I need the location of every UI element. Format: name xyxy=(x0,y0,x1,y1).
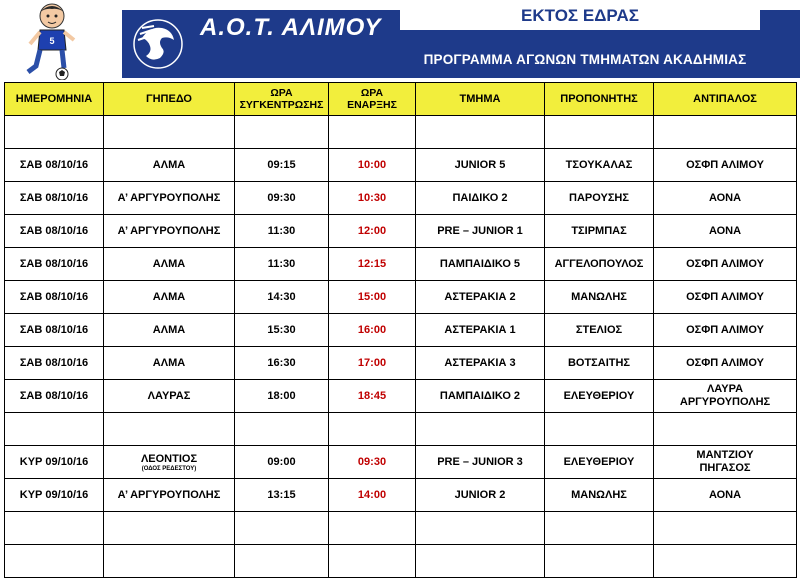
opponent-cell: ΑΟΝΑ xyxy=(654,215,797,248)
opponent-cell: ΟΣΦΠ ΑΛΙΜΟΥ xyxy=(654,347,797,380)
gather-time-cell: 09:15 xyxy=(235,149,329,182)
table-row xyxy=(5,182,797,215)
page-header xyxy=(0,0,800,80)
gather-time-cell: 14:30 xyxy=(235,281,329,314)
date-cell: ΣΑΒ 08/10/16 xyxy=(5,215,104,248)
gather-time-cell: 09:30 xyxy=(235,182,329,215)
gather-header-line1: ΩΡΑ xyxy=(270,87,293,99)
date-cell: ΣΑΒ 08/10/16 xyxy=(5,182,104,215)
start-header-line2: ΕΝΑΡΞΗΣ xyxy=(347,99,397,111)
date-cell: ΣΑΒ 08/10/16 xyxy=(5,380,104,413)
gather-time-cell: 15:30 xyxy=(235,314,329,347)
start-time-cell: 09:30 xyxy=(329,446,416,479)
opponent-cell xyxy=(654,446,797,479)
team-cell: ΠΑΜΠΑΙΔΙΚΟ 5 xyxy=(416,248,545,281)
start-time-cell: 12:15 xyxy=(329,248,416,281)
table-row xyxy=(5,215,797,248)
team-cell: JUNIOR 2 xyxy=(416,479,545,512)
team-cell: ΑΣΤΕΡΑΚΙΑ 3 xyxy=(416,347,545,380)
table-row xyxy=(5,347,797,380)
coach-cell: ΤΣΟΥΚΑΛΑΣ xyxy=(545,149,654,182)
start-time-cell: 17:00 xyxy=(329,347,416,380)
table-row xyxy=(5,479,797,512)
column-header-gather-time xyxy=(235,83,329,116)
team-cell: ΠΑΙΔΙΚΟ 2 xyxy=(416,182,545,215)
opponent-cell: ΑΟΝΑ xyxy=(654,182,797,215)
schedule-subtitle: ΠΡΟΓΡΑΜΜΑ ΑΓΩΝΩΝ ΤΜΗΜΑΤΩΝ ΑΚΑΔΗΜΙΑΣ xyxy=(423,52,747,67)
gather-time-cell: 16:30 xyxy=(235,347,329,380)
opponent-cell: ΟΣΦΠ ΑΛΙΜΟΥ xyxy=(654,248,797,281)
venue-cell xyxy=(104,446,235,479)
opponent-cell: ΟΣΦΠ ΑΛΙΜΟΥ xyxy=(654,149,797,182)
start-time-cell: 14:00 xyxy=(329,479,416,512)
table-row xyxy=(5,149,797,182)
venue-cell: ΑΛΜΑ xyxy=(104,281,235,314)
opponent-line2: ΠΗΓΑΣΟΣ xyxy=(699,462,751,474)
date-cell: ΣΑΒ 08/10/16 xyxy=(5,281,104,314)
venue-note: (ΟΔΟΣ ΡΕΔΕΣΤΟΥ) xyxy=(141,465,197,472)
column-header-venue: ΓΗΠΕΔΟ xyxy=(104,83,235,116)
gather-time-cell: 13:15 xyxy=(235,479,329,512)
opponent-line1: ΜΑΝΤΖΙΟΥ xyxy=(696,449,754,461)
coach-cell: ΣΤΕΛΙΟΣ xyxy=(545,314,654,347)
column-header-team: ΤΜΗΜΑ xyxy=(416,83,545,116)
team-cell: JUNIOR 5 xyxy=(416,149,545,182)
venue-cell: ΛΑΥΡΑΣ xyxy=(104,380,235,413)
venue-name: ΛΕΟΝΤΙΟΣ xyxy=(140,452,198,465)
column-header-start-time xyxy=(329,83,416,116)
coach-cell: ΒΟΤΣΑΙΤΗΣ xyxy=(545,347,654,380)
start-time-cell: 12:00 xyxy=(329,215,416,248)
venue-cell: Α’ ΑΡΓΥΡΟΥΠΟΛΗΣ xyxy=(104,479,235,512)
start-time-cell: 16:00 xyxy=(329,314,416,347)
venue-cell: ΑΛΜΑ xyxy=(104,314,235,347)
coach-cell: ΑΓΓΕΛΟΠΟΥΛΟΣ xyxy=(545,248,654,281)
gather-time-cell: 09:00 xyxy=(235,446,329,479)
gather-time-cell: 11:30 xyxy=(235,215,329,248)
opponent-cell: ΟΣΦΠ ΑΛΙΜΟΥ xyxy=(654,281,797,314)
gather-header-line2: ΣΥΓΚΕΝΤΡΩΣΗΣ xyxy=(239,99,324,111)
opponent-line1: ΛΑΥΡΑ xyxy=(706,383,744,395)
opponent-line2: ΑΡΓΥΡΟΥΠΟΛΗΣ xyxy=(679,396,771,408)
column-header-opponent: ΑΝΤΙΠΑΛΟΣ xyxy=(654,83,797,116)
opponent-cell: ΑΟΝΑ xyxy=(654,479,797,512)
coach-cell: ΕΛΕΥΘΕΡΙΟΥ xyxy=(545,380,654,413)
away-label: ΕΚΤΟΣ ΕΔΡΑΣ xyxy=(521,6,639,25)
venue-cell: ΑΛΜΑ xyxy=(104,248,235,281)
start-time-cell: 18:45 xyxy=(329,380,416,413)
date-cell: ΣΑΒ 08/10/16 xyxy=(5,347,104,380)
opponent-cell xyxy=(654,380,797,413)
date-cell: ΚΥΡ 09/10/16 xyxy=(5,446,104,479)
column-header-date: ΗΜΕΡΟΜΗΝΙΑ xyxy=(5,83,104,116)
date-cell: ΣΑΒ 08/10/16 xyxy=(5,149,104,182)
start-time-cell: 10:30 xyxy=(329,182,416,215)
table-row xyxy=(5,380,797,413)
coach-cell: ΠΑΡΟΥΣΗΣ xyxy=(545,182,654,215)
venue-cell: ΑΛΜΑ xyxy=(104,347,235,380)
table-row xyxy=(5,248,797,281)
gather-time-cell: 18:00 xyxy=(235,380,329,413)
start-time-cell: 10:00 xyxy=(329,149,416,182)
venue-cell: Α’ ΑΡΓΥΡΟΥΠΟΛΗΣ xyxy=(104,182,235,215)
club-title: Α.Ο.Τ. ΑΛΙΜΟΥ xyxy=(200,14,382,41)
gather-time-cell: 11:30 xyxy=(235,248,329,281)
table-row xyxy=(5,314,797,347)
start-time-cell: 15:00 xyxy=(329,281,416,314)
header-spacer-row xyxy=(5,116,797,149)
start-header-line1: ΩΡΑ xyxy=(360,87,384,99)
team-cell: PRE – JUNIOR 3 xyxy=(416,446,545,479)
team-cell: ΑΣΤΕΡΑΚΙΑ 1 xyxy=(416,314,545,347)
venue-cell: ΑΛΜΑ xyxy=(104,149,235,182)
team-cell: ΠΑΜΠΑΙΔΙΚΟ 2 xyxy=(416,380,545,413)
schedule-table xyxy=(4,82,797,578)
empty-row xyxy=(5,545,797,578)
away-label-box xyxy=(400,0,760,30)
empty-row xyxy=(5,512,797,545)
date-cell: ΣΑΒ 08/10/16 xyxy=(5,314,104,347)
hermes-head-icon xyxy=(132,18,184,70)
opponent-cell: ΟΣΦΠ ΑΛΙΜΟΥ xyxy=(654,314,797,347)
date-cell: ΣΑΒ 08/10/16 xyxy=(5,248,104,281)
footballer-mascot-icon xyxy=(18,2,84,80)
coach-cell: ΜΑΝΩΛΗΣ xyxy=(545,479,654,512)
table-header-row xyxy=(5,83,797,116)
team-cell: PRE – JUNIOR 1 xyxy=(416,215,545,248)
coach-cell: ΕΛΕΥΘΕΡΙΟΥ xyxy=(545,446,654,479)
team-cell: ΑΣΤΕΡΑΚΙΑ 2 xyxy=(416,281,545,314)
table-row xyxy=(5,281,797,314)
column-header-coach: ΠΡΟΠΟΝΗΤΗΣ xyxy=(545,83,654,116)
coach-cell: ΜΑΝΩΛΗΣ xyxy=(545,281,654,314)
venue-cell: Α’ ΑΡΓΥΡΟΥΠΟΛΗΣ xyxy=(104,215,235,248)
table-row xyxy=(5,446,797,479)
coach-cell: ΤΣΙΡΜΠΑΣ xyxy=(545,215,654,248)
svg-text:5: 5 xyxy=(49,36,55,46)
date-cell: ΚΥΡ 09/10/16 xyxy=(5,479,104,512)
empty-row xyxy=(5,413,797,446)
